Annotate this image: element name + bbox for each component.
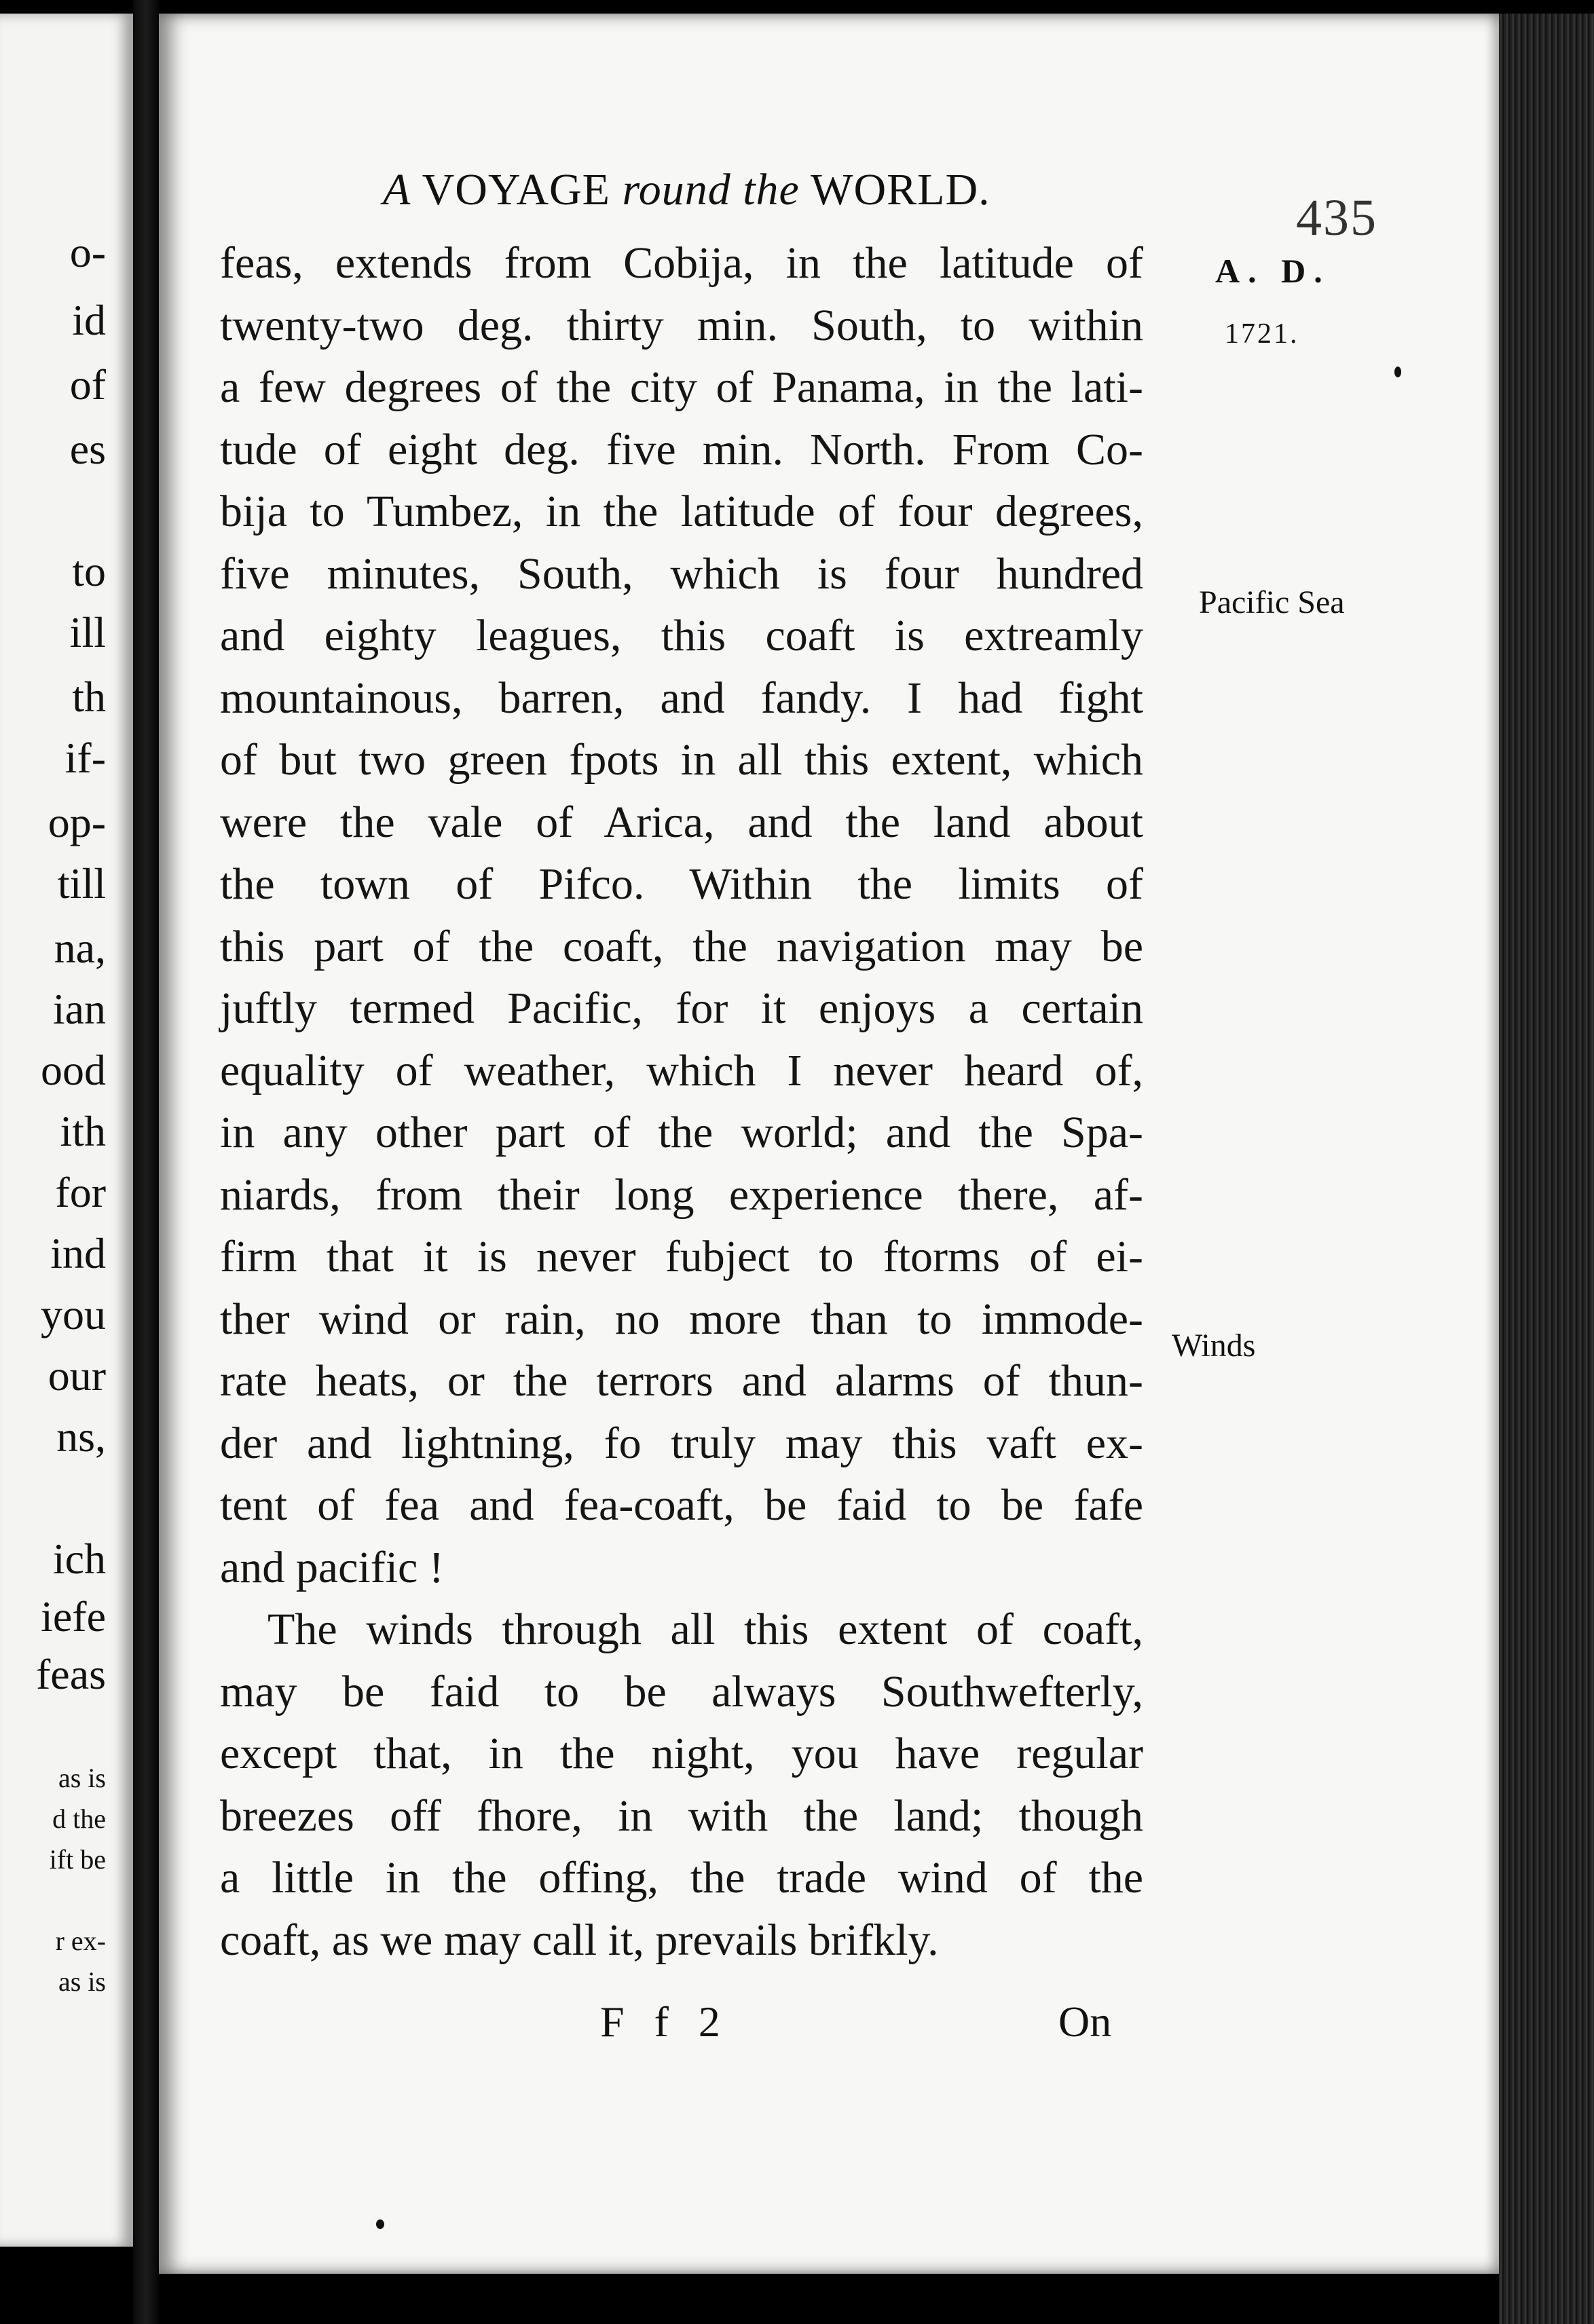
left-page-fragment: you <box>41 1290 106 1338</box>
book-gutter <box>133 0 159 2324</box>
left-page-fragment: na, <box>54 924 106 972</box>
text-line: the town of Pifco. Within the limits of <box>220 859 1143 909</box>
running-head-world: WORLD. <box>811 165 990 214</box>
text-line: this part of the coaft, the navigation may be <box>220 921 1143 971</box>
book-page <box>159 14 1499 2274</box>
margin-note-pacific-sea: Pacific Sea <box>1199 584 1345 620</box>
left-page-fragment: our <box>48 1351 106 1400</box>
left-page-fragment: ood <box>41 1046 106 1094</box>
left-page-fragment: ill <box>69 608 106 656</box>
ink-speck <box>1394 367 1401 377</box>
text-line: were the vale of Arica, and the land about <box>220 797 1143 847</box>
text-line: a few degrees of the city of Panama, in the lati- <box>220 362 1143 412</box>
left-page-fragment: iefe <box>41 1592 106 1641</box>
text-line: breezes off fhore, in with the land; though <box>220 1791 1143 1841</box>
left-page-fragment: ich <box>52 1535 106 1583</box>
left-page-fragment: es <box>69 425 106 473</box>
text-line: bija to Tumbez, in the latitude of four degrees, <box>220 487 1143 536</box>
left-page-fragment: to <box>72 547 106 595</box>
left-page-fragment: till <box>57 859 106 907</box>
body-text <box>220 232 1143 1971</box>
left-page-fragment: as is <box>58 1966 106 1997</box>
left-page-fragment: ind <box>50 1229 106 1277</box>
text-line: mountainous, barren, and fandy. I had fight <box>220 673 1143 723</box>
text-line: a little in the offing, the trade wind of the <box>220 1853 1143 1903</box>
left-page-fragment: feas <box>35 1650 106 1698</box>
text-line: tude of eight deg. five min. North. From Co- <box>220 424 1143 474</box>
running-head-a: A <box>383 165 411 214</box>
left-page-fragment: ns, <box>56 1412 106 1461</box>
left-page-fragment: if- <box>64 734 106 782</box>
text-line: tent of fea and fea-coaft, be faid to be fafe <box>220 1480 1143 1530</box>
left-page-fragment: th <box>72 673 106 721</box>
text-line: twenty-two deg. thirty min. South, to within <box>220 300 1143 350</box>
text-line: juftly termed Pacific, for it enjoys a certain <box>220 983 1143 1033</box>
adjacent-page-fragment <box>0 14 133 2247</box>
running-head-round-the: round the <box>622 165 800 214</box>
text-line: rate heats, or the terrors and alarms of thun- <box>220 1356 1143 1406</box>
left-page-fragment: d the <box>52 1803 106 1834</box>
text-line: may be faid to be always Southwefterly, <box>220 1666 1143 1717</box>
text-line: equality of weather, which I never heard of, <box>220 1045 1143 1095</box>
text-line: except that, in the night, you have regular <box>220 1729 1143 1778</box>
text-line: firm that it is never fubject to ftorms of ei- <box>220 1232 1143 1281</box>
text-line: and eighty leagues, this coaft is extreamly <box>220 611 1143 660</box>
signature-mark: F f 2 <box>600 1998 730 2046</box>
running-head <box>383 164 990 216</box>
text-line: in any other part of the world; and the Spa- <box>220 1108 1143 1157</box>
left-page-fragment: id <box>72 296 106 344</box>
left-page-fragment: ian <box>52 985 106 1033</box>
text-line: The winds through all this extent of coaft, <box>267 1605 1143 1654</box>
left-page-fragment: op- <box>48 798 106 846</box>
ink-speck <box>376 2219 384 2229</box>
left-page-fragment: ift be <box>49 1844 106 1875</box>
page-edges <box>1499 14 1594 2324</box>
left-page-fragment: r ex- <box>55 1926 106 1956</box>
left-page-fragment: ith <box>60 1107 106 1155</box>
text-line: coaft, as we may call it, prevails brifkly. <box>220 1915 939 1965</box>
running-head-voyage: VOYAGE <box>422 165 610 214</box>
margin-note-anno-domini: A. D. <box>1215 252 1331 290</box>
text-line: niards, from their long experience there, af- <box>220 1169 1143 1220</box>
text-line: five minutes, South, which is four hundred <box>220 548 1143 599</box>
text-line: and pacific ! <box>220 1542 444 1592</box>
text-line: of but two green fpots in all this extent, which <box>220 735 1143 785</box>
left-page-fragment: o- <box>69 228 106 276</box>
text-line: ther wind or rain, no more than to immode- <box>220 1294 1143 1344</box>
text-line: der and lightning, fo truly may this vaft ex- <box>220 1418 1143 1468</box>
margin-note-year: 1721. <box>1225 318 1299 350</box>
margin-note-winds: Winds <box>1172 1328 1256 1364</box>
left-page-fragment: of <box>69 360 106 409</box>
catchword: On <box>1058 1998 1112 2046</box>
left-page-fragment: as is <box>58 1763 106 1793</box>
left-page-fragment: for <box>55 1168 106 1216</box>
text-line: feas, extends from Cobija, in the latitude of <box>220 238 1143 288</box>
page-number: 435 <box>1296 189 1377 246</box>
